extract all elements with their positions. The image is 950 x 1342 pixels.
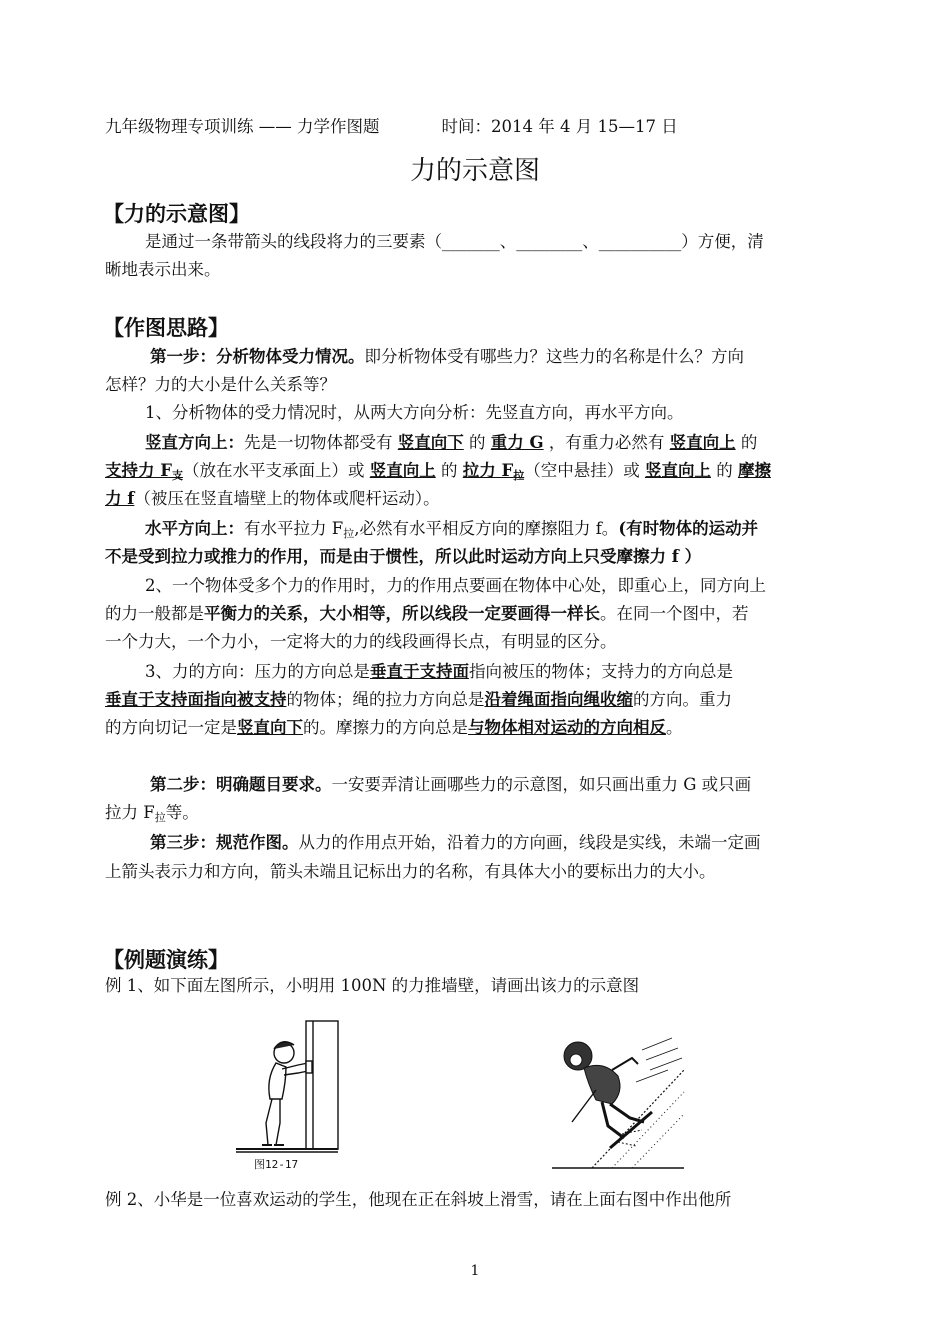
page-title: 力的示意图	[409, 156, 540, 186]
vertical-line-3: 力 f（被压在竖直墙壁上的物体或爬杆运动）。	[105, 489, 440, 508]
figure-caption: 图12-17	[254, 1158, 299, 1171]
section-heading-definition: 【力的示意图】	[103, 202, 250, 226]
figure-skier-on-slope	[552, 1030, 687, 1170]
vertical-line-2: 支持力 $F_支$（放在水平支承面上）或 竖直向上 的 拉力 $F_拉$（空中悬挂）或 竖直向上 的 摩擦	[105, 461, 771, 482]
step3-line-1: 第三步：规范作图。从力的作用点开始，沿着力的方向画，线段是实线，未端一定画	[150, 833, 761, 852]
step1-line-1: 第一步：分析物体受力情况。即分析物体受有哪些力？这些力的名称是什么？方向	[150, 347, 744, 366]
step1-point-3-line-1: 3、力的方向：压力的方向总是垂直于支持面指向被压的物体；支持力的方向总是	[145, 662, 733, 681]
step2-line-1: 第二步：明确题目要求。一安要弄清让画哪些力的示意图，如只画出重力 G 或只画	[150, 775, 752, 794]
page-header	[105, 113, 850, 141]
example-1-text: 例 1、如下面左图所示，小明用 100N 的力推墙壁，请画出该力的示意图	[105, 976, 640, 995]
step1-point-1: 1、分析物体的受力情况时，从两大方向分析：先竖直方向，再水平方向。	[145, 403, 684, 422]
intro-line-1: 是通过一条带箭头的线段将力的三要素（_______、________、__________）方便，清	[145, 232, 764, 251]
step1-point-3-line-2: 垂直于支持面指向被支持的物体；绳的拉力方向总是沿着绳面指向绳收缩的方向。重力	[105, 690, 732, 709]
step1-point-3-line-3: 的方向切记一定是竖直向下的。摩擦力的方向总是与物体相对运动的方向相反。	[105, 718, 683, 737]
header-left: 九年级物理专项训练 —— 力学作图题	[105, 117, 380, 136]
step3-line-2: 上箭头表示力和方向，箭头未端且记标出力的名称，有具体大小的要标出力的大小。	[105, 862, 716, 881]
horizontal-line-2: 不是受到拉力或推力的作用，而是由于惯性，所以此时运动方向上只受摩擦力 f ）	[105, 547, 702, 566]
example-2-text: 例 2、小华是一位喜欢运动的学生，他现在正在斜坡上滑雪，请在上面右图中作出他所	[105, 1190, 732, 1209]
section-heading-method: 【作图思路】	[103, 316, 229, 340]
header-right: 时间：2014 年 4 月 15—17 日	[441, 117, 678, 136]
step1-point-2-line-1: 2、一个物体受多个力的作用时，力的作用点要画在物体中心处，即重心上，同方向上	[145, 576, 766, 595]
intro-line-2: 晰地表示出来。	[105, 260, 221, 279]
figure-pushing-wall	[236, 1019, 346, 1171]
page-number: 1	[470, 1263, 480, 1279]
horizontal-line-1: 水平方向上：有水平拉力 $F_拉$,必然有水平相反方向的摩擦阻力 f。(有时物体的运动并	[145, 519, 759, 540]
step1-point-2-line-2: 的力一般都是平衡力的关系，大小相等，所以线段一定要画得一样长。在同一个图中，若	[105, 604, 749, 623]
step1-point-2-line-3: 一个力大，一个力小，一定将大的力的线段画得长点，有明显的区分。	[105, 632, 617, 651]
vertical-line-1: 竖直方向上：先是一切物体都受有 竖直向下 的 重力 G ，有重力必然有 竖直向上 的	[145, 433, 758, 452]
step1-line-2: 怎样？力的大小是什么关系等？	[105, 375, 336, 394]
section-heading-examples: 【例题演练】	[103, 948, 229, 972]
step2-line-2: 拉力 $F_拉$等。	[105, 803, 199, 824]
